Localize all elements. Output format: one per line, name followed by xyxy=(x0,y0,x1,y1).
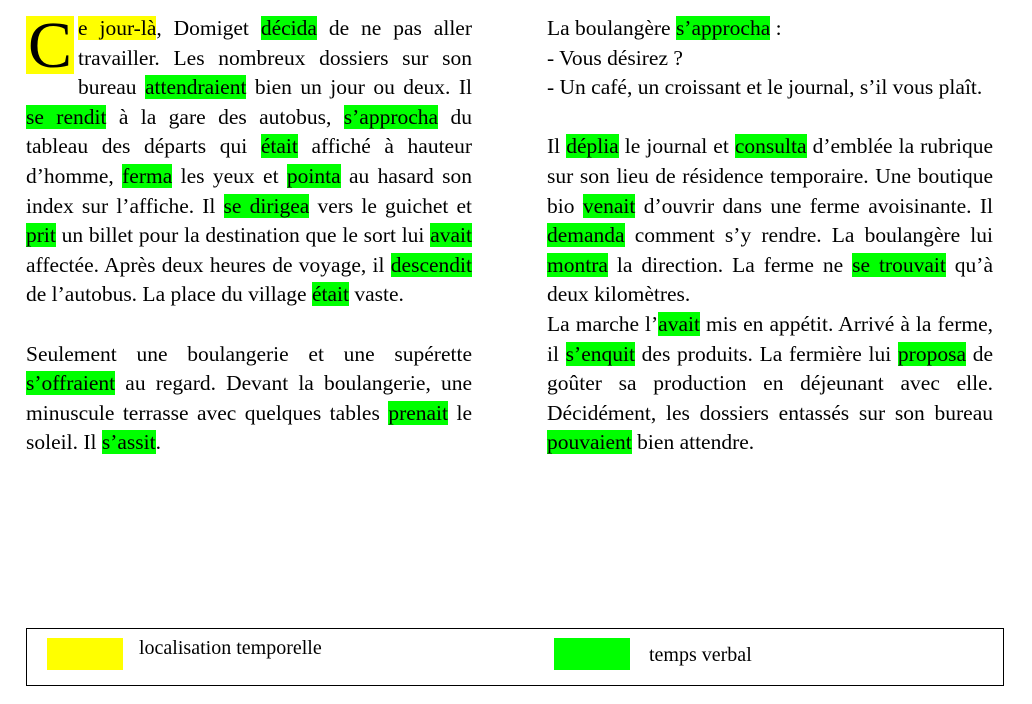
text-run: : xyxy=(770,16,782,40)
text-run: , Domiget xyxy=(156,16,261,40)
verb-highlight: prit xyxy=(26,223,56,248)
verb-highlight: consulta xyxy=(734,134,807,159)
text-run: de goûter sa production en déjeunant avec elle. Décidément, les dossiers entassés sur son bureau xyxy=(547,341,994,425)
verb-highlight: s’enquit xyxy=(565,341,635,366)
text-run: de l’autobus. La place du village xyxy=(26,282,312,307)
temporal-swatch xyxy=(47,638,123,670)
verb-highlight: descendit xyxy=(390,252,472,277)
drop-cap: C xyxy=(28,9,73,82)
verb-highlight: se dirigea xyxy=(223,193,310,218)
text-run: la direction. La ferme ne xyxy=(607,252,853,277)
text-run: affectée. Après deux heures de voyage, il xyxy=(26,252,391,277)
text-run: le soleil. Il xyxy=(26,400,472,455)
paragraph-gap xyxy=(26,310,472,340)
verb-highlight: se rendit xyxy=(26,104,107,129)
verb-highlight: prenait xyxy=(388,400,449,425)
paragraph xyxy=(26,9,473,310)
text-run: de ne pas aller travailler. Les nombreux dossiers sur son bureau xyxy=(78,16,473,100)
right-column xyxy=(547,14,993,458)
text-run: Seulement une boulangerie et une supérette xyxy=(26,341,472,366)
text-run: bien un jour ou deux. Il xyxy=(246,75,473,100)
verb-highlight: proposa xyxy=(897,341,966,366)
text-run: vaste. xyxy=(348,282,404,307)
legend xyxy=(26,628,1004,686)
verb-highlight: était xyxy=(311,282,349,307)
text-run: mis en appétit. Arrivé à la ferme, il xyxy=(547,311,993,366)
text-run: qu’à deux kilomètres. xyxy=(547,252,993,307)
text-run: La marche l’ xyxy=(547,311,659,336)
verb-highlight: avait xyxy=(430,223,472,248)
temporal-highlight: e jour-là xyxy=(78,16,157,40)
text-run: d’emblée la rubrique sur son lieu de résidence temporaire. Une boutique bio xyxy=(547,134,993,218)
verb-highlight: s’offraient xyxy=(26,371,116,396)
paragraph xyxy=(26,340,472,458)
paragraph-gap xyxy=(547,103,993,133)
verb-highlight: pouvaient xyxy=(547,430,632,455)
text-run: comment s’y rendre. La boulangère lui xyxy=(624,223,993,248)
text-run: le journal et xyxy=(618,134,735,159)
verb-highlight: montra xyxy=(547,252,608,277)
verb-highlight: ferma xyxy=(122,163,173,188)
temporal-legend-label: localisation temporelle xyxy=(139,637,322,659)
text-run: d’ouvrir dans une ferme avoisinante. Il xyxy=(635,193,993,218)
text-run: à la gare des autobus, xyxy=(106,104,344,129)
text-run: un billet pour la destination que le sort lui xyxy=(55,223,431,248)
left-column xyxy=(26,9,473,458)
paragraph xyxy=(547,14,993,103)
verb-highlight: s’approcha xyxy=(675,16,771,40)
text-run: bien attendre. xyxy=(631,430,755,455)
verb-legend-label: temps verbal xyxy=(649,644,752,666)
verb-highlight: s’approcha xyxy=(343,104,439,129)
text-run: - Vous désirez ? xyxy=(547,45,683,70)
verb-highlight: venait xyxy=(582,193,636,218)
verb-highlight: décida xyxy=(260,16,317,40)
text-run: des produits. La fermière lui xyxy=(634,341,898,366)
verb-highlight: était xyxy=(260,134,298,159)
paragraph xyxy=(547,132,993,458)
verb-swatch xyxy=(554,638,630,670)
text-run: affiché à hauteur d’homme, xyxy=(26,134,473,188)
text-run: . xyxy=(155,430,161,455)
verb-highlight: se trouvait xyxy=(852,252,946,277)
verb-highlight: attendraient xyxy=(144,75,247,100)
text-run: La boulangère xyxy=(547,16,676,40)
text-run: Il xyxy=(547,134,567,159)
text-run: du tableau des départs qui xyxy=(26,104,472,159)
verb-highlight: pointa xyxy=(286,163,341,188)
text-run: au regard. Devant la boulangerie, une minuscule terrasse avec quelques tables xyxy=(26,371,472,425)
verb-highlight: avait xyxy=(658,311,700,336)
text-run: vers le guichet et xyxy=(309,193,473,218)
verb-highlight: demanda xyxy=(547,223,625,248)
text-run: au hasard son index sur l’affiche. Il xyxy=(26,163,472,218)
verb-highlight: déplia xyxy=(566,134,619,159)
text-run: les yeux et xyxy=(172,163,287,188)
verb-highlight: s’assit xyxy=(101,430,156,455)
text-run: - Un café, un croissant et le journal, s’il vous plaît. xyxy=(547,75,983,100)
